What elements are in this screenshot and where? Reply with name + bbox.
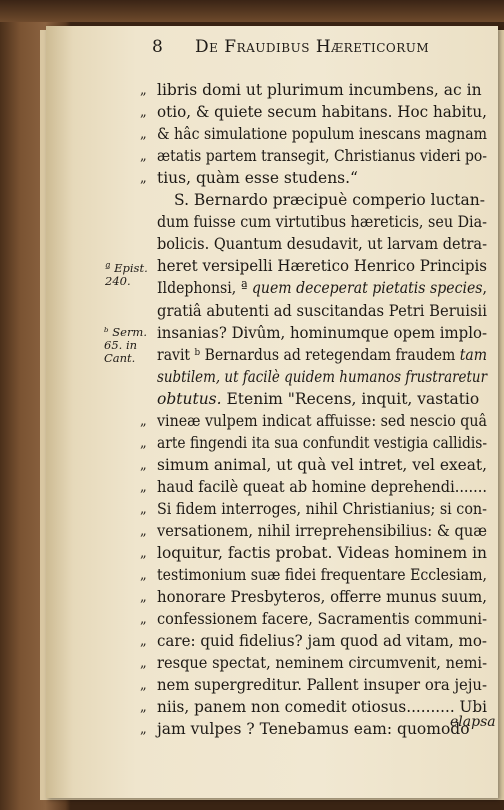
line-text: subtilem, ut facilè quidem humanos frustraretur <box>157 367 487 386</box>
line-text: tius, quàm esse studens.“ <box>157 169 358 188</box>
line-text: jam vulpes ? Tenebamus eam: quomodo <box>157 720 470 739</box>
text-line <box>0 322 504 344</box>
line-text: niis, panem non comedit otiosus.......... Ubi <box>157 698 487 717</box>
line-text: heret versipelli Hæretico Henrico Principis <box>157 257 487 276</box>
margin-note-b: ᵇ Serm. 65. in Cant. <box>104 325 147 365</box>
text-line <box>0 79 504 101</box>
line-text: arte fingendi ita sua confundit vestigia callidis- <box>157 433 487 452</box>
line-text: ravit ᵇ Bernardus ad retegendam fraudem tam <box>157 345 487 364</box>
line-text: gratiâ abutenti ad suscitandas Petri Beruisii <box>157 301 487 320</box>
quotation-mark: „ <box>140 590 147 606</box>
line-text: simum animal, ut quà vel intret, vel exeat, <box>157 455 487 474</box>
line-text: libris domi ut plurimum incumbens, ac in <box>157 81 482 99</box>
quotation-mark: „ <box>140 700 147 716</box>
text-line <box>0 454 504 476</box>
text-line <box>0 410 504 432</box>
text-line <box>0 145 504 167</box>
quotation-mark: „ <box>140 83 147 98</box>
margin-note-a: ª Epist. 240. <box>105 261 148 288</box>
quotation-mark: „ <box>140 501 147 517</box>
text-line <box>0 432 504 454</box>
text-line <box>0 255 504 277</box>
quotation-mark: „ <box>140 479 147 495</box>
line-text: ætatis partem transegit, Christianus videri po- <box>157 147 487 166</box>
line-text: nem supergreditur. Pallent insuper ora jeju- <box>157 676 487 695</box>
line-text: bolicis. Quantum desudavit, ut larvam detra- <box>157 235 487 254</box>
quotation-mark: „ <box>140 656 147 672</box>
quotation-mark: „ <box>140 171 147 187</box>
line-text: Ildephonsi, ª quem deceperat pietatis species, <box>157 279 487 298</box>
text-line <box>0 366 504 388</box>
text-line <box>0 476 504 498</box>
text-line <box>0 718 504 740</box>
line-text: resque spectat, neminem circumvenit, nemi- <box>157 654 487 673</box>
line-text: care: quid fidelius? jam quod ad vitam, mo- <box>157 632 487 651</box>
line-text: haud facilè queat ab homine deprehendi....... <box>157 477 487 496</box>
text-line <box>0 300 504 322</box>
line-text: & hâc simulatione populum inescans magnam <box>157 125 487 144</box>
text-line <box>0 211 504 233</box>
catchword: elapsa <box>450 714 496 730</box>
text-line <box>0 564 504 586</box>
text-line <box>0 542 504 564</box>
quotation-mark: „ <box>140 524 147 539</box>
text-line <box>0 277 504 299</box>
quotation-mark: „ <box>140 457 147 473</box>
text-line <box>0 652 504 674</box>
page-header <box>0 35 504 59</box>
text-line <box>0 630 504 652</box>
text-line <box>0 189 504 211</box>
line-text: insanias? Divûm, hominumque opem implo- <box>157 323 487 342</box>
quotation-mark: „ <box>140 722 147 738</box>
line-text: dum fuisse cum virtutibus hæreticis, seu Dia- <box>157 213 487 232</box>
text-line <box>0 123 504 145</box>
quotation-mark: „ <box>140 105 147 121</box>
page-number: 8 <box>152 37 163 57</box>
text-line <box>0 520 504 542</box>
quotation-mark: „ <box>140 413 147 429</box>
text-line <box>0 586 504 608</box>
text-line <box>0 674 504 696</box>
quotation-mark: „ <box>140 149 147 165</box>
running-title: De Fraudibus Hæreticorum <box>195 37 430 57</box>
quotation-mark: „ <box>140 634 147 650</box>
line-text: testimonium suæ fidei frequentare Ecclesiam, <box>157 566 487 585</box>
quotation-mark: „ <box>140 678 147 694</box>
text-line <box>0 498 504 520</box>
text-line <box>0 233 504 255</box>
text-line <box>0 608 504 630</box>
quotation-mark: „ <box>140 568 147 584</box>
text-line <box>0 101 504 123</box>
line-text: obtutus. Etenim "Recens, inquit, vastatio <box>157 389 480 408</box>
quotation-mark: „ <box>140 435 147 451</box>
text-line <box>0 696 504 718</box>
quotation-mark: „ <box>140 127 147 143</box>
quotation-mark: „ <box>140 612 147 628</box>
line-text: vineæ vulpem indicat affuisse: sed nescio quâ <box>157 411 487 430</box>
line-text: versationem, nihil irreprehensibilius: & quæ <box>157 522 487 540</box>
book-cover-top <box>0 0 504 22</box>
line-text: honorare Presbyteros, offerre munus suum, <box>157 588 487 607</box>
text-line <box>0 344 504 366</box>
line-text: loquitur, factis probat. Videas hominem in <box>157 544 487 563</box>
quotation-mark: „ <box>140 546 147 562</box>
line-text: confessionem facere, Sacramentis communi- <box>157 610 487 629</box>
text-line <box>0 388 504 410</box>
line-text: Si fidem interroges, nihil Christianius; si con- <box>157 499 487 518</box>
line-text: S. Bernardo præcipuè comperio luctan- <box>174 191 485 210</box>
line-text: otio, & quiete secum habitans. Hoc habitu, <box>157 103 487 122</box>
text-line <box>0 167 504 189</box>
